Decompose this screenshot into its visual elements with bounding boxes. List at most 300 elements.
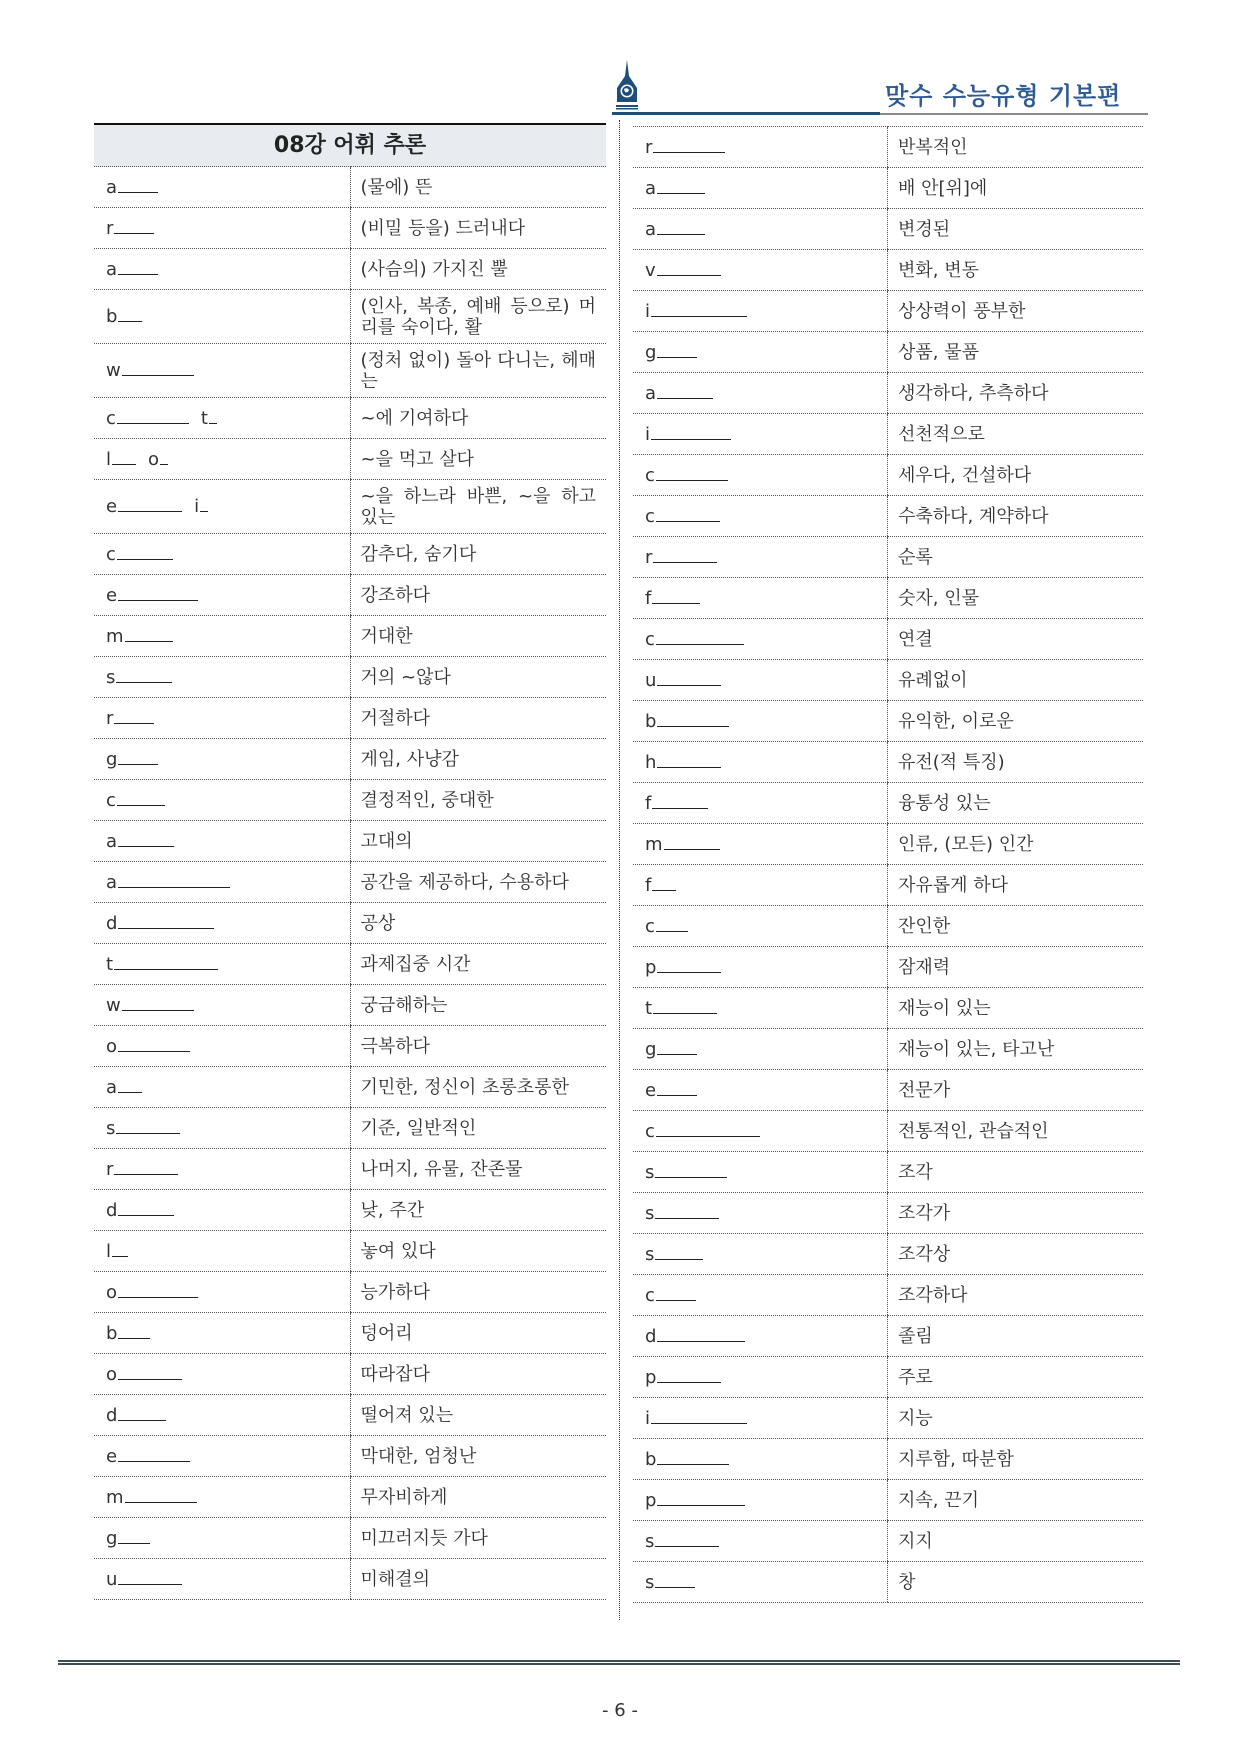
fill-in-blank[interactable]	[114, 218, 154, 234]
fill-in-blank[interactable]	[118, 831, 174, 847]
fill-in-blank[interactable]	[114, 954, 218, 970]
english-blank-cell[interactable]	[94, 1436, 350, 1477]
fill-in-blank[interactable]	[653, 137, 725, 153]
fill-in-blank[interactable]	[122, 360, 194, 376]
english-blank-cell[interactable]	[633, 865, 888, 906]
vocab-row	[633, 906, 1143, 947]
vocab-row	[633, 1439, 1143, 1480]
initial-letter: t	[200, 407, 208, 429]
fill-in-blank[interactable]	[652, 793, 708, 809]
vocab-row	[94, 1272, 606, 1313]
english-blank-cell[interactable]	[633, 947, 888, 988]
fill-in-blank[interactable]	[118, 1077, 142, 1093]
fill-in-blank[interactable]	[118, 585, 198, 601]
fill-in-blank[interactable]	[656, 465, 728, 481]
initial-letter: g	[106, 1527, 118, 1549]
word-hint	[645, 1285, 696, 1306]
word-hint	[645, 424, 731, 445]
fill-in-blank[interactable]	[655, 1531, 719, 1547]
fill-in-blank[interactable]	[657, 711, 729, 727]
fill-in-blank[interactable]	[656, 506, 720, 522]
fill-in-blank[interactable]	[116, 667, 172, 683]
word-hint	[645, 219, 705, 240]
fill-in-blank[interactable]	[114, 1159, 178, 1175]
initial-letter: e	[645, 1079, 657, 1101]
vocab-table-left	[94, 123, 606, 1600]
word-hint	[645, 1121, 760, 1142]
fill-in-blank[interactable]	[112, 449, 136, 465]
fill-in-blank[interactable]	[118, 749, 158, 765]
english-blank-cell[interactable]	[94, 1354, 350, 1395]
fill-in-blank[interactable]	[657, 219, 705, 235]
vocab-row	[94, 249, 606, 290]
fill-in-blank[interactable]	[118, 1364, 182, 1380]
word-hint	[106, 1118, 180, 1139]
fill-in-blank[interactable]	[656, 916, 688, 932]
vocab-row	[633, 619, 1143, 660]
english-blank-cell[interactable]	[633, 1029, 888, 1070]
fill-in-blank[interactable]	[657, 1039, 697, 1055]
initial-letter: m	[106, 1486, 124, 1508]
vocab-row	[94, 480, 606, 534]
initial-letter: g	[106, 748, 118, 770]
korean-meaning: 잠재력	[888, 947, 1144, 988]
vocab-row	[94, 1477, 606, 1518]
vocab-row	[633, 1316, 1143, 1357]
english-blank-cell[interactable]	[94, 1067, 350, 1108]
fill-in-blank[interactable]	[657, 670, 721, 686]
english-blank-cell[interactable]	[633, 1439, 888, 1480]
fill-in-blank[interactable]	[651, 1408, 747, 1424]
column-divider	[619, 120, 620, 1620]
english-blank-cell[interactable]	[94, 1395, 350, 1436]
english-blank-cell[interactable]	[94, 1518, 350, 1559]
korean-meaning: 세우다, 건설하다	[888, 455, 1144, 496]
korean-meaning: (비밀 등을) 드러내다	[350, 208, 606, 249]
english-blank-cell[interactable]	[94, 862, 350, 903]
english-blank-cell[interactable]	[94, 944, 350, 985]
word-hint	[645, 1326, 745, 1347]
fill-in-blank[interactable]	[118, 1405, 166, 1421]
initial-letter: o	[148, 448, 160, 470]
english-blank-cell[interactable]	[633, 824, 888, 865]
english-blank-cell[interactable]	[94, 657, 350, 698]
korean-meaning: 고대의	[350, 821, 606, 862]
fill-in-blank[interactable]	[656, 1285, 696, 1301]
korean-meaning: 순록	[888, 537, 1144, 578]
english-blank-cell[interactable]	[94, 534, 350, 575]
vocab-row	[94, 1067, 606, 1108]
word-hint	[106, 1569, 182, 1590]
english-blank-cell[interactable]	[94, 1231, 350, 1272]
korean-meaning: 인류, (모든) 인간	[888, 824, 1144, 865]
initial-letter: c	[106, 407, 116, 429]
korean-meaning: 궁금해하는	[350, 985, 606, 1026]
word-hint	[106, 360, 194, 381]
word-hint	[645, 998, 717, 1019]
english-blank-cell[interactable]	[633, 1398, 888, 1439]
english-blank-cell[interactable]	[633, 1234, 888, 1275]
word-hint	[645, 1244, 703, 1265]
fill-in-blank[interactable]	[657, 1449, 729, 1465]
word-hint	[645, 916, 688, 937]
fill-in-blank[interactable]	[209, 408, 217, 424]
initial-letter: l	[106, 1240, 112, 1262]
korean-meaning: 창	[888, 1562, 1144, 1603]
korean-meaning: 기준, 일반적인	[350, 1108, 606, 1149]
vocab-row	[94, 439, 606, 480]
word-hint	[645, 834, 720, 855]
vocab-row	[633, 1562, 1143, 1603]
english-blank-cell[interactable]	[633, 1193, 888, 1234]
word-hint	[645, 301, 747, 322]
word-hint	[645, 1572, 695, 1593]
english-blank-cell[interactable]	[94, 480, 350, 534]
word-hint	[106, 585, 198, 606]
fill-in-blank[interactable]	[656, 1121, 760, 1137]
english-blank-cell[interactable]	[94, 985, 350, 1026]
initial-letter: i	[645, 300, 651, 322]
english-blank-cell[interactable]	[94, 1559, 350, 1600]
english-blank-cell[interactable]	[94, 903, 350, 944]
fill-in-blank[interactable]	[657, 957, 721, 973]
word-hint	[106, 1159, 178, 1180]
initial-letter: p	[645, 1489, 657, 1511]
vocab-row	[633, 455, 1143, 496]
fill-in-blank[interactable]	[118, 1528, 150, 1544]
fill-in-blank[interactable]	[657, 178, 705, 194]
initial-letter: d	[645, 1325, 657, 1347]
word-hint	[194, 496, 208, 517]
initial-letter: a	[106, 176, 118, 198]
korean-meaning: 무자비하게	[350, 1477, 606, 1518]
english-blank-cell[interactable]	[633, 1357, 888, 1398]
korean-meaning: 조각	[888, 1152, 1144, 1193]
fill-in-blank[interactable]	[651, 424, 731, 440]
korean-meaning: 능가하다	[350, 1272, 606, 1313]
word-hint	[106, 667, 172, 688]
english-blank-cell[interactable]	[94, 1026, 350, 1067]
vocab-row	[94, 1231, 606, 1272]
english-blank-cell[interactable]	[94, 698, 350, 739]
korean-meaning: ~을 먹고 살다	[350, 439, 606, 480]
fill-in-blank[interactable]	[657, 752, 721, 768]
initial-letter: a	[645, 382, 657, 404]
fill-in-blank[interactable]	[657, 260, 721, 276]
initial-letter: d	[106, 1404, 118, 1426]
english-blank-cell[interactable]	[94, 780, 350, 821]
vocab-row	[633, 701, 1143, 742]
vocab-row	[633, 783, 1143, 824]
fill-in-blank[interactable]	[114, 708, 154, 724]
word-hint	[106, 259, 158, 280]
korean-meaning: 배 안[위]에	[888, 168, 1144, 209]
initial-letter: c	[645, 915, 655, 937]
english-blank-cell[interactable]	[633, 619, 888, 660]
fill-in-blank[interactable]	[122, 995, 194, 1011]
word-hint	[645, 260, 721, 281]
initial-letter: a	[106, 1076, 118, 1098]
english-blank-cell[interactable]	[633, 578, 888, 619]
word-hint	[106, 995, 194, 1016]
korean-meaning: 재능이 있는	[888, 988, 1144, 1029]
fill-in-blank[interactable]	[652, 875, 676, 891]
fill-in-blank[interactable]	[657, 342, 697, 358]
fill-in-blank[interactable]	[656, 629, 744, 645]
vocab-row	[94, 903, 606, 944]
english-blank-cell[interactable]	[633, 250, 888, 291]
english-blank-cell[interactable]	[633, 1480, 888, 1521]
vocab-row	[94, 985, 606, 1026]
word-hint	[106, 1077, 142, 1098]
fill-in-blank[interactable]	[125, 1487, 197, 1503]
korean-meaning: (물에) 뜬	[350, 167, 606, 208]
korean-meaning: 졸림	[888, 1316, 1144, 1357]
initial-letter: s	[645, 1161, 655, 1183]
korean-meaning: 미해결의	[350, 1559, 606, 1600]
initial-letter: r	[645, 546, 653, 568]
vocab-row	[94, 1190, 606, 1231]
fill-in-blank[interactable]	[657, 383, 713, 399]
word-hint	[645, 1449, 729, 1470]
korean-meaning: 낮, 주간	[350, 1190, 606, 1231]
fill-in-blank[interactable]	[118, 496, 182, 512]
fill-in-blank[interactable]	[118, 1569, 182, 1585]
english-blank-cell[interactable]	[633, 414, 888, 455]
english-blank-cell[interactable]	[633, 373, 888, 414]
word-hint	[106, 790, 165, 811]
english-blank-cell[interactable]	[633, 1316, 888, 1357]
vocab-row	[633, 947, 1143, 988]
word-hint	[106, 449, 136, 470]
fill-in-blank[interactable]	[655, 1244, 703, 1260]
fill-in-blank[interactable]	[653, 547, 717, 563]
vocab-row	[633, 250, 1143, 291]
vocab-row	[633, 373, 1143, 414]
english-blank-cell[interactable]	[633, 209, 888, 250]
korean-meaning: 자유롭게 하다	[888, 865, 1144, 906]
english-blank-cell[interactable]	[633, 127, 888, 168]
word-hint	[645, 1408, 747, 1429]
english-blank-cell[interactable]	[94, 1190, 350, 1231]
initial-letter: u	[645, 669, 657, 691]
word-hint	[106, 1323, 150, 1344]
initial-letter: p	[645, 1366, 657, 1388]
english-blank-cell[interactable]	[94, 575, 350, 616]
vocab-row	[94, 821, 606, 862]
fill-in-blank[interactable]	[655, 1203, 719, 1219]
fill-in-blank[interactable]	[118, 1200, 174, 1216]
fill-in-blank[interactable]	[664, 834, 720, 850]
vocab-row	[94, 1559, 606, 1600]
initial-letter: a	[106, 871, 118, 893]
initial-letter: i	[194, 496, 200, 517]
fill-in-blank[interactable]	[118, 259, 158, 275]
fill-in-blank[interactable]	[118, 913, 214, 929]
english-blank-cell[interactable]	[94, 1149, 350, 1190]
word-hint	[645, 1039, 697, 1060]
korean-meaning: 기민한, 정신이 초롱초롱한	[350, 1067, 606, 1108]
english-blank-cell[interactable]	[94, 398, 350, 439]
fill-in-blank[interactable]	[118, 872, 230, 888]
korean-meaning: 지지	[888, 1521, 1144, 1562]
english-blank-cell[interactable]	[94, 821, 350, 862]
english-blank-cell[interactable]	[633, 537, 888, 578]
vocab-row	[94, 1108, 606, 1149]
fill-in-blank[interactable]	[657, 1080, 697, 1096]
vocab-row	[94, 944, 606, 985]
vocab-row	[94, 344, 606, 398]
word-hint	[106, 1528, 150, 1549]
initial-letter: w	[106, 994, 121, 1016]
initial-letter: d	[106, 912, 118, 934]
english-blank-cell[interactable]	[633, 1152, 888, 1193]
korean-meaning: ~에 기여하다	[350, 398, 606, 439]
english-blank-cell[interactable]	[94, 1313, 350, 1354]
english-blank-cell[interactable]	[94, 739, 350, 780]
fill-in-blank[interactable]	[117, 544, 173, 560]
fill-in-blank[interactable]	[657, 1326, 745, 1342]
korean-meaning: 조각하다	[888, 1275, 1144, 1316]
fill-in-blank[interactable]	[117, 408, 189, 424]
english-blank-cell[interactable]	[633, 701, 888, 742]
fill-in-blank[interactable]	[117, 790, 165, 806]
english-blank-cell[interactable]	[94, 249, 350, 290]
vocab-row	[94, 575, 606, 616]
korean-meaning: 떨어져 있는	[350, 1395, 606, 1436]
fill-in-blank[interactable]	[653, 998, 717, 1014]
fill-in-blank[interactable]	[651, 301, 747, 317]
korean-meaning: 상상력이 풍부한	[888, 291, 1144, 332]
english-blank-cell[interactable]	[633, 783, 888, 824]
english-blank-cell[interactable]	[633, 1070, 888, 1111]
fill-in-blank[interactable]	[118, 1323, 150, 1339]
korean-meaning: 지속, 끈기	[888, 1480, 1144, 1521]
korean-meaning: 미끄러지듯 가다	[350, 1518, 606, 1559]
korean-meaning: 잔인한	[888, 906, 1144, 947]
korean-meaning: 극복하다	[350, 1026, 606, 1067]
initial-letter: s	[645, 1243, 655, 1265]
fill-in-blank[interactable]	[657, 1490, 745, 1506]
vocab-row	[633, 1193, 1143, 1234]
korean-meaning: 게임, 사냥감	[350, 739, 606, 780]
korean-meaning: 융통성 있는	[888, 783, 1144, 824]
initial-letter: b	[106, 1322, 118, 1344]
english-blank-cell[interactable]	[633, 742, 888, 783]
initial-letter: s	[106, 666, 116, 688]
fill-in-blank[interactable]	[118, 177, 158, 193]
fill-in-blank[interactable]	[112, 1241, 128, 1257]
vocab-row	[633, 1480, 1143, 1521]
vocab-row	[633, 291, 1143, 332]
word-hint	[106, 1282, 198, 1303]
korean-meaning: (인사, 복종, 예배 등으로) 머리를 숙이다, 활	[350, 290, 606, 344]
initial-letter: g	[645, 341, 657, 363]
english-blank-cell[interactable]	[94, 208, 350, 249]
fill-in-blank[interactable]	[200, 496, 208, 512]
vocab-row	[633, 1357, 1143, 1398]
english-blank-cell[interactable]	[94, 344, 350, 398]
initial-letter: m	[106, 625, 124, 647]
fill-in-blank[interactable]	[652, 588, 700, 604]
english-blank-cell[interactable]	[94, 167, 350, 208]
english-blank-cell[interactable]	[633, 660, 888, 701]
korean-meaning: 거대한	[350, 616, 606, 657]
initial-letter: a	[106, 830, 118, 852]
fill-in-blank[interactable]	[116, 1118, 180, 1134]
korean-meaning: 놓여 있다	[350, 1231, 606, 1272]
fill-in-blank[interactable]	[118, 1282, 198, 1298]
vocab-row	[94, 1518, 606, 1559]
vocab-row	[633, 168, 1143, 209]
english-blank-cell[interactable]	[94, 1108, 350, 1149]
korean-meaning: 덩어리	[350, 1313, 606, 1354]
english-blank-cell[interactable]	[633, 168, 888, 209]
english-blank-cell[interactable]	[633, 332, 888, 373]
word-hint	[645, 957, 721, 978]
fill-in-blank[interactable]	[118, 1036, 190, 1052]
english-blank-cell[interactable]	[633, 1562, 888, 1603]
initial-letter: r	[106, 217, 114, 239]
initial-letter: h	[645, 751, 657, 773]
english-blank-cell[interactable]	[94, 1272, 350, 1313]
word-hint	[106, 544, 173, 565]
vocab-row	[633, 1275, 1143, 1316]
fill-in-blank[interactable]	[655, 1572, 695, 1588]
korean-meaning: 감추다, 숨기다	[350, 534, 606, 575]
english-blank-cell[interactable]	[633, 1111, 888, 1152]
vocab-row	[94, 208, 606, 249]
initial-letter: c	[645, 505, 655, 527]
initial-letter: p	[645, 956, 657, 978]
vocab-row	[94, 1436, 606, 1477]
word-hint	[645, 547, 717, 568]
fill-in-blank[interactable]	[125, 626, 173, 642]
word-hint	[106, 1446, 190, 1467]
initial-letter: c	[645, 628, 655, 650]
fill-in-blank[interactable]	[657, 1367, 721, 1383]
word-hint	[645, 1367, 721, 1388]
korean-meaning: 공상	[350, 903, 606, 944]
initial-letter: d	[106, 1199, 118, 1221]
word-hint	[645, 1490, 745, 1511]
word-hint	[645, 342, 697, 363]
word-hint	[106, 1364, 182, 1385]
fill-in-blank[interactable]	[655, 1162, 727, 1178]
initial-letter: i	[645, 423, 651, 445]
english-blank-cell[interactable]	[94, 439, 350, 480]
english-blank-cell[interactable]	[633, 1521, 888, 1562]
initial-letter: o	[106, 1035, 118, 1057]
fill-in-blank[interactable]	[118, 1446, 190, 1462]
english-blank-cell[interactable]	[94, 1477, 350, 1518]
english-blank-cell[interactable]	[633, 291, 888, 332]
english-blank-cell[interactable]	[633, 496, 888, 537]
word-hint	[645, 629, 744, 650]
fill-in-blank[interactable]	[118, 306, 142, 322]
fill-in-blank[interactable]	[160, 449, 168, 465]
english-blank-cell[interactable]	[94, 290, 350, 344]
english-blank-cell[interactable]	[633, 988, 888, 1029]
vocab-row	[94, 616, 606, 657]
korean-meaning: 상품, 물품	[888, 332, 1144, 373]
english-blank-cell[interactable]	[633, 455, 888, 496]
initial-letter: b	[645, 1448, 657, 1470]
english-blank-cell[interactable]	[633, 906, 888, 947]
english-blank-cell[interactable]	[94, 616, 350, 657]
vocab-row	[633, 332, 1143, 373]
english-blank-cell[interactable]	[633, 1275, 888, 1316]
